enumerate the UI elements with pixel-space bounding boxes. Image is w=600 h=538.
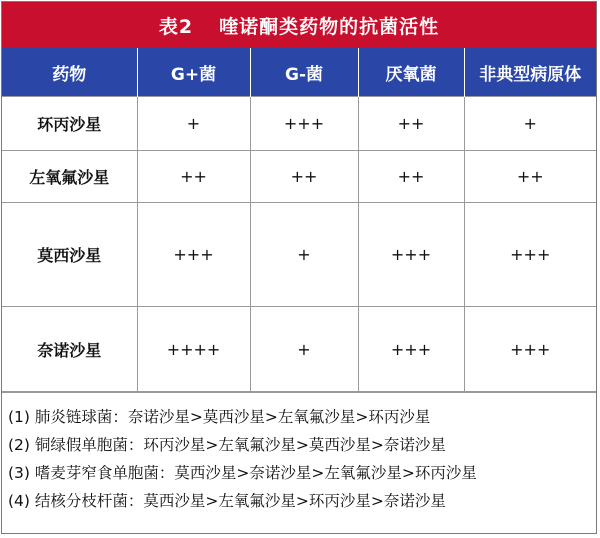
header-atypical: 非典型病原体 <box>464 48 596 97</box>
table-row <box>2 307 596 392</box>
drug-name: 莫西沙星 <box>2 203 137 307</box>
note-item: (1) 肺炎链球菌：奈诺沙星>莫西沙星>左氧氟沙星>环丙沙星 <box>8 408 431 426</box>
header-row <box>2 48 596 97</box>
activity-cell: ++++ <box>137 307 250 392</box>
drug-name: 奈诺沙星 <box>2 307 137 392</box>
table-number: 表2 <box>158 15 194 38</box>
activity-cell: ++ <box>464 151 596 203</box>
activity-cell: +++ <box>464 203 596 307</box>
drug-name: 左氧氟沙星 <box>2 151 137 203</box>
activity-cell: + <box>464 97 596 151</box>
activity-cell: ++ <box>250 151 358 203</box>
activity-cell: + <box>250 307 358 392</box>
table-row <box>2 151 596 203</box>
table-figure <box>1 1 597 534</box>
note-item: (2) 铜绿假单胞菌：环丙沙星>左氧氟沙星>莫西沙星>奈诺沙星 <box>8 436 446 454</box>
table-row <box>2 203 596 307</box>
activity-cell: ++ <box>358 97 464 151</box>
notes-section <box>2 392 596 515</box>
activity-table <box>2 48 596 392</box>
header-anaerobe: 厌氧菌 <box>358 48 464 97</box>
table-title <box>2 2 596 48</box>
table-title-text: 喹诺酮类药物的抗菌活性 <box>219 15 440 38</box>
activity-cell: ++ <box>358 151 464 203</box>
note-item: (3) 嗜麦芽窄食单胞菌：莫西沙星>奈诺沙星>左氧氟沙星>环丙沙星 <box>8 464 477 482</box>
activity-cell: ++ <box>137 151 250 203</box>
activity-cell: +++ <box>464 307 596 392</box>
table-row <box>2 97 596 151</box>
activity-cell: + <box>250 203 358 307</box>
activity-cell: +++ <box>358 307 464 392</box>
header-drug: 药物 <box>2 48 137 97</box>
header-gram-positive: G+菌 <box>137 48 250 97</box>
activity-cell: +++ <box>137 203 250 307</box>
header-gram-negative: G-菌 <box>250 48 358 97</box>
activity-cell: + <box>137 97 250 151</box>
activity-cell: +++ <box>358 203 464 307</box>
note-item: (4) 结核分枝杆菌：莫西沙星>左氧氟沙星>环丙沙星>奈诺沙星 <box>8 492 446 510</box>
drug-name: 环丙沙星 <box>2 97 137 151</box>
activity-cell: +++ <box>250 97 358 151</box>
